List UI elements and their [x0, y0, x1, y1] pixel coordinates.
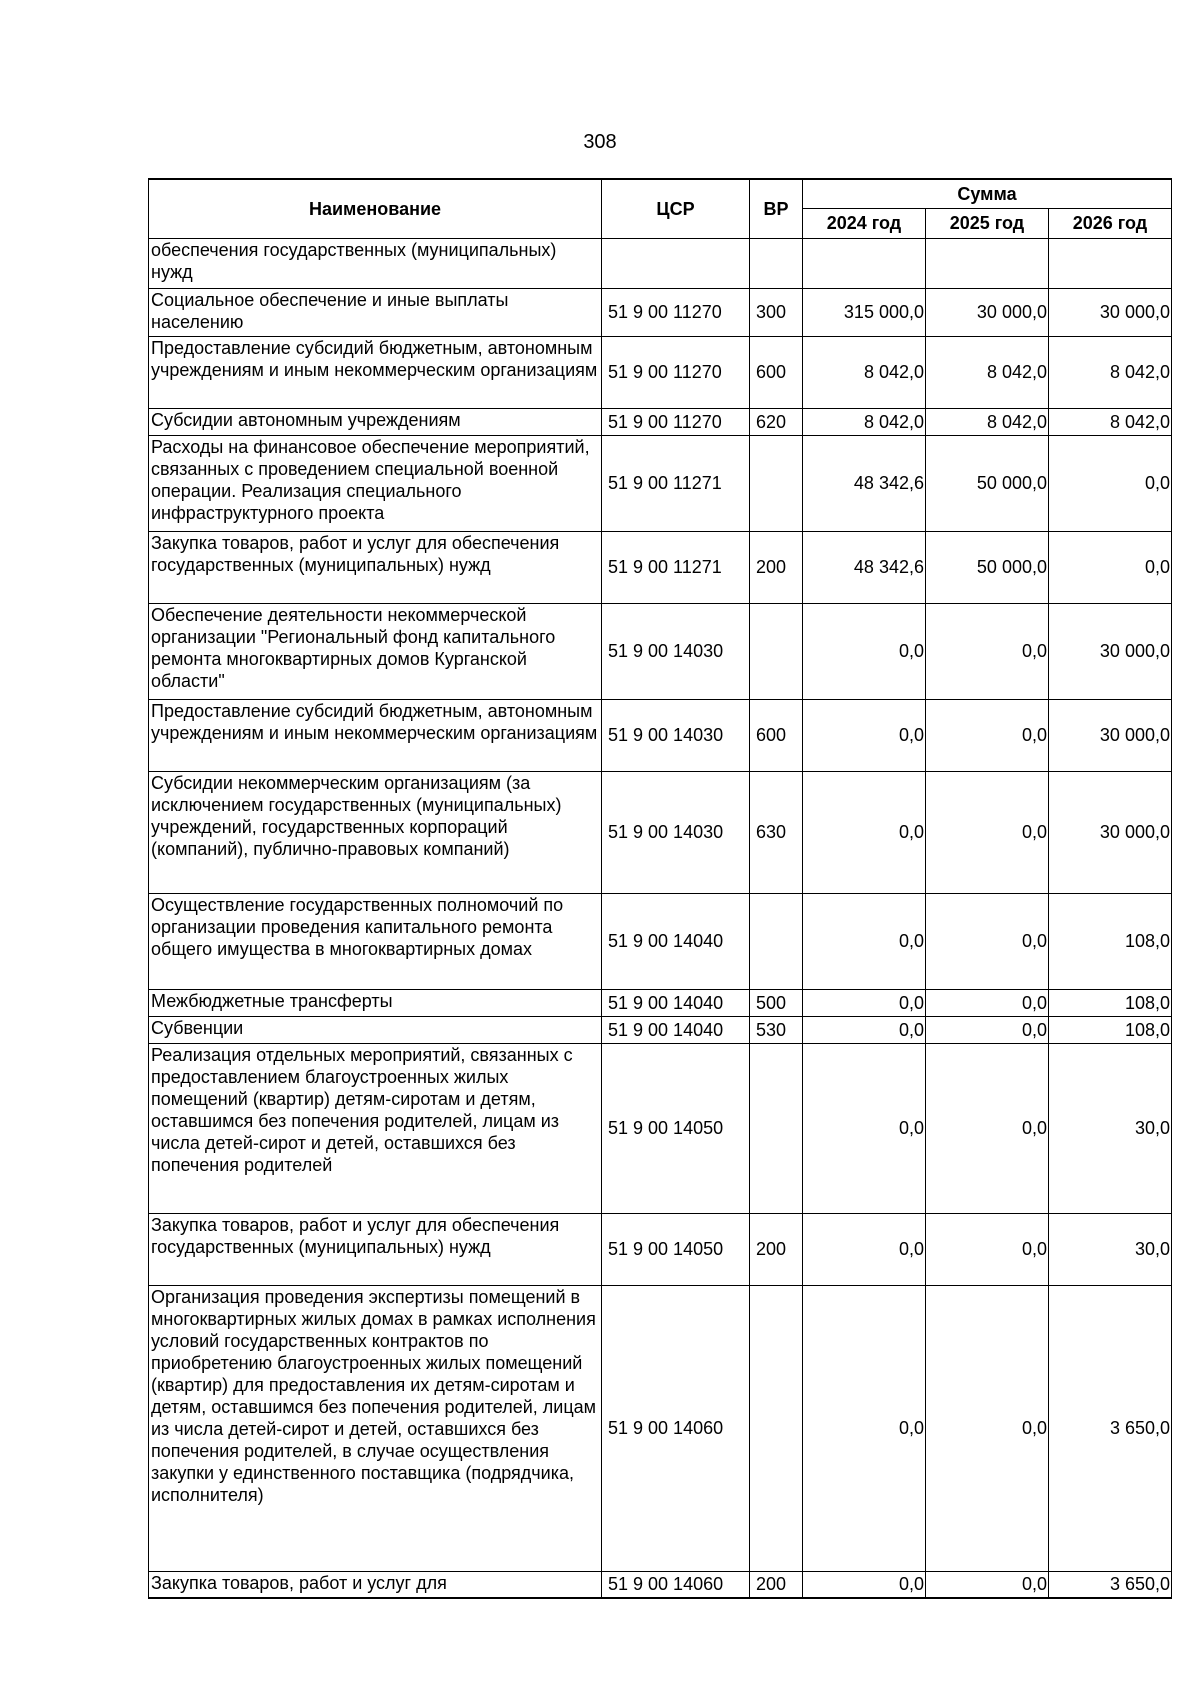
row-vr: 620 [750, 408, 803, 435]
row-sum-2025: 0,0 [926, 1016, 1049, 1043]
row-sum-2025 [926, 238, 1049, 288]
header-year-2024: 2024 год [803, 208, 926, 238]
row-csr [602, 238, 750, 288]
row-sum-2024: 0,0 [803, 1213, 926, 1285]
row-sum-2026: 108,0 [1049, 989, 1172, 1016]
row-sum-2024: 0,0 [803, 603, 926, 699]
row-sum-2025: 8 042,0 [926, 408, 1049, 435]
row-sum-2026: 30 000,0 [1049, 771, 1172, 893]
row-vr [750, 893, 803, 989]
row-csr: 51 9 00 14040 [602, 1016, 750, 1043]
row-sum-2024: 48 342,6 [803, 435, 926, 531]
row-csr: 51 9 00 14060 [602, 1285, 750, 1571]
row-sum-2026: 30 000,0 [1049, 288, 1172, 336]
row-vr: 600 [750, 336, 803, 408]
row-sum-2025: 0,0 [926, 699, 1049, 771]
row-sum-2025: 0,0 [926, 893, 1049, 989]
row-sum-2024: 0,0 [803, 989, 926, 1016]
row-name: обеспечения государственных (муниципальных) нужд [149, 238, 602, 288]
header-name: Наименование [149, 179, 602, 238]
row-name: Осуществление государственных полномочий по организации проведения капитального ремонта общего имущества в многоквартирных домах [149, 893, 602, 989]
table-row [149, 893, 1172, 989]
row-sum-2024: 0,0 [803, 893, 926, 989]
row-csr: 51 9 00 14040 [602, 989, 750, 1016]
row-name: Закупка товаров, работ и услуг для обеспечения государственных (муниципальных) нужд [149, 531, 602, 603]
row-sum-2026: 108,0 [1049, 1016, 1172, 1043]
row-csr: 51 9 00 14030 [602, 603, 750, 699]
table-row [149, 288, 1172, 336]
row-csr: 51 9 00 11271 [602, 435, 750, 531]
header-csr: ЦСР [602, 179, 750, 238]
table-row [149, 989, 1172, 1016]
row-sum-2025: 50 000,0 [926, 435, 1049, 531]
row-name: Организация проведения экспертизы помещений в многоквартирных жилых домах в рамках исполнения условий государственных контрактов по приобретению благоустроенных жилых помещений (квартир) для предоставления их детям-сиротам и детям, оставшимся без попечения родителей, лицам из числа детей-сирот и детей, оставшихся без попечения родителей, в случае осуществления закупки у единственного поставщика (подрядчика, исполнителя) [149, 1285, 602, 1571]
row-csr: 51 9 00 11270 [602, 408, 750, 435]
row-sum-2025: 0,0 [926, 603, 1049, 699]
row-sum-2024: 48 342,6 [803, 531, 926, 603]
row-name: Субсидии некоммерческим организациям (за исключением государственных (муниципальных) учреждений, государственных корпораций (компаний), публично-правовых компаний) [149, 771, 602, 893]
row-vr [750, 1285, 803, 1571]
row-sum-2025: 30 000,0 [926, 288, 1049, 336]
table-row [149, 1213, 1172, 1285]
row-name: Субсидии автономным учреждениям [149, 408, 602, 435]
row-sum-2025: 0,0 [926, 1043, 1049, 1213]
row-sum-2024: 0,0 [803, 1016, 926, 1043]
row-vr [750, 603, 803, 699]
table-row [149, 1571, 1172, 1598]
row-vr: 200 [750, 531, 803, 603]
row-sum-2026: 108,0 [1049, 893, 1172, 989]
table-row [149, 603, 1172, 699]
budget-table [148, 178, 1172, 1599]
row-sum-2025: 8 042,0 [926, 336, 1049, 408]
table-row [149, 336, 1172, 408]
row-sum-2024: 0,0 [803, 699, 926, 771]
row-name: Закупка товаров, работ и услуг для [149, 1571, 602, 1598]
row-csr: 51 9 00 11271 [602, 531, 750, 603]
header-year-2026: 2026 год [1049, 208, 1172, 238]
row-sum-2024: 8 042,0 [803, 408, 926, 435]
row-name: Обеспечение деятельности некоммерческой организации "Региональный фонд капитального ремонта многоквартирных домов Курганской области" [149, 603, 602, 699]
row-sum-2024: 0,0 [803, 771, 926, 893]
row-csr: 51 9 00 14030 [602, 771, 750, 893]
row-sum-2026: 0,0 [1049, 435, 1172, 531]
row-sum-2024: 8 042,0 [803, 336, 926, 408]
row-csr: 51 9 00 14040 [602, 893, 750, 989]
row-sum-2026: 8 042,0 [1049, 336, 1172, 408]
row-vr [750, 238, 803, 288]
row-sum-2026: 0,0 [1049, 531, 1172, 603]
row-vr [750, 1043, 803, 1213]
table-body [149, 238, 1172, 1598]
table-row [149, 435, 1172, 531]
row-csr: 51 9 00 11270 [602, 288, 750, 336]
row-sum-2026: 30,0 [1049, 1043, 1172, 1213]
table-row [149, 1285, 1172, 1571]
row-sum-2026: 3 650,0 [1049, 1571, 1172, 1598]
row-name: Субвенции [149, 1016, 602, 1043]
table-row [149, 238, 1172, 288]
row-sum-2026: 30 000,0 [1049, 699, 1172, 771]
header-sum: Сумма [803, 179, 1172, 208]
row-name: Межбюджетные трансферты [149, 989, 602, 1016]
table-row [149, 1043, 1172, 1213]
row-vr: 200 [750, 1571, 803, 1598]
row-vr: 600 [750, 699, 803, 771]
row-vr: 530 [750, 1016, 803, 1043]
row-name: Предоставление субсидий бюджетным, автономным учреждениям и иным некоммерческим организациям [149, 336, 602, 408]
row-sum-2025: 0,0 [926, 771, 1049, 893]
page-number: 308 [583, 131, 617, 153]
row-name: Расходы на финансовое обеспечение мероприятий, связанных с проведением специальной военной операции. Реализация специального инфраструктурного проекта [149, 435, 602, 531]
row-sum-2025: 0,0 [926, 1285, 1049, 1571]
row-sum-2025: 50 000,0 [926, 531, 1049, 603]
row-csr: 51 9 00 14050 [602, 1213, 750, 1285]
row-csr: 51 9 00 11270 [602, 336, 750, 408]
row-csr: 51 9 00 14030 [602, 699, 750, 771]
header-year-2025: 2025 год [926, 208, 1049, 238]
row-sum-2025: 0,0 [926, 1571, 1049, 1598]
row-sum-2026: 8 042,0 [1049, 408, 1172, 435]
row-sum-2024: 0,0 [803, 1571, 926, 1598]
table-row [149, 408, 1172, 435]
row-vr: 500 [750, 989, 803, 1016]
row-sum-2024: 0,0 [803, 1285, 926, 1571]
table-row [149, 1016, 1172, 1043]
row-csr: 51 9 00 14060 [602, 1571, 750, 1598]
row-name: Предоставление субсидий бюджетным, автономным учреждениям и иным некоммерческим организациям [149, 699, 602, 771]
row-sum-2024: 0,0 [803, 1043, 926, 1213]
row-name: Закупка товаров, работ и услуг для обеспечения государственных (муниципальных) нужд [149, 1213, 602, 1285]
row-vr: 630 [750, 771, 803, 893]
row-name: Социальное обеспечение и иные выплаты населению [149, 288, 602, 336]
row-sum-2026: 3 650,0 [1049, 1285, 1172, 1571]
row-vr: 300 [750, 288, 803, 336]
row-sum-2026 [1049, 238, 1172, 288]
table-row [149, 531, 1172, 603]
row-csr: 51 9 00 14050 [602, 1043, 750, 1213]
row-sum-2024 [803, 238, 926, 288]
row-vr: 200 [750, 1213, 803, 1285]
row-sum-2025: 0,0 [926, 989, 1049, 1016]
row-sum-2025: 0,0 [926, 1213, 1049, 1285]
row-sum-2026: 30,0 [1049, 1213, 1172, 1285]
table-row [149, 699, 1172, 771]
row-sum-2024: 315 000,0 [803, 288, 926, 336]
table-row [149, 771, 1172, 893]
row-name: Реализация отдельных мероприятий, связанных с предоставлением благоустроенных жилых помещений (квартир) детям-сиротам и детям, оставшимся без попечения родителей, лицам из числа детей-сирот и детей, оставшихся без попечения родителей [149, 1043, 602, 1213]
row-vr [750, 435, 803, 531]
header-vr: ВР [750, 179, 803, 238]
row-sum-2026: 30 000,0 [1049, 603, 1172, 699]
